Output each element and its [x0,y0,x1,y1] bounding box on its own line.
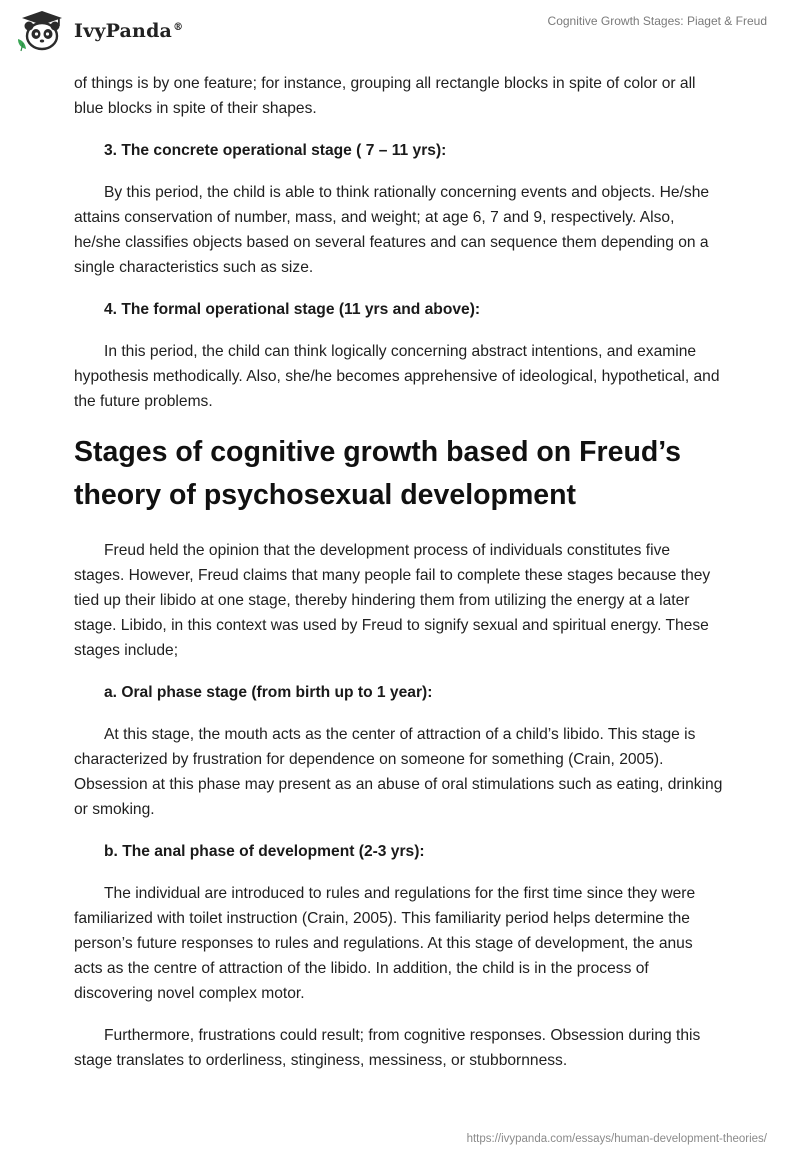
page-header [0,0,800,66]
subheading-anal-phase: b. The anal phase of development (2-3 yrs): [104,843,425,860]
subheading-concrete-operational: 3. The concrete operational stage ( 7 – 11 yrs): [104,142,447,159]
section-heading-freud: Stages of cognitive growth based on Freud’s theory of psychosexual development [74,436,682,511]
article-body [74,71,724,1090]
subheading-oral-phase: a. Oral phase stage (from birth up to 1 year): [104,684,433,701]
paragraph-formal-operational: In this period, the child can think logically concerning abstract intentions, and examine hypothesis methodically. Also, she/he becomes apprehensive of ideological, hypothetical, and the future problems. [74,343,720,410]
paragraph-concrete-operational: By this period, the child is able to think rationally concerning events and objects. He/she attains conservation of number, mass, and weight; at age 6, 7 and 9, respectively. Also, he/she classifies objects based on several features and can sequence them depending on a single characteristics such as size. [74,184,710,276]
panda-graduate-logo-icon [14,9,70,53]
paragraph-intro: of things is by one feature; for instance, grouping all rectangle blocks in spite of color or all blue blocks in spite of their shapes. [74,75,696,117]
paragraph-anal-phase-1: The individual are introduced to rules and regulations for the first time since they were familiarized with toilet instruction (Crain, 2005). This familiarity period helps determine the person’s future responses to rules and regulations. At this stage of development, the anus acts as the centre of attraction of the libido. In addition, the child is in the process of discovering novel complex motor. [74,885,696,1002]
ivypanda-logo[interactable] [14,9,183,53]
paragraph-anal-phase-2: Furthermore, frustrations could result; from cognitive responses. Obsession during this stage translates to orderliness, stinginess, messiness, or stubbornness. [74,1027,701,1069]
subheading-formal-operational: 4. The formal operational stage (11 yrs and above): [104,301,481,318]
document-title: Cognitive Growth Stages: Piaget & Freud [547,14,767,28]
paragraph-oral-phase: At this stage, the mouth acts as the center of attraction of a child’s libido. This stage is characterized by frustration for dependence on someone for something (Crain, 2005). Obsession at this phase may present as an abuse of oral stimulations such as eating, drinking or smoking. [74,726,723,818]
paragraph-freud-intro: Freud held the opinion that the development process of individuals constitutes five stages. However, Freud claims that many people fail to complete these stages because they tied up their libido at one stage, thereby hindering them from utilizing the energy at a later stage. Libido, in this context was used by Freud to signify sexual and spiritual energy. These stages include; [74,542,711,659]
brand-name: IvyPanda® [74,20,184,42]
source-url[interactable]: https://ivypanda.com/essays/human-development-theories/ [466,1133,767,1145]
